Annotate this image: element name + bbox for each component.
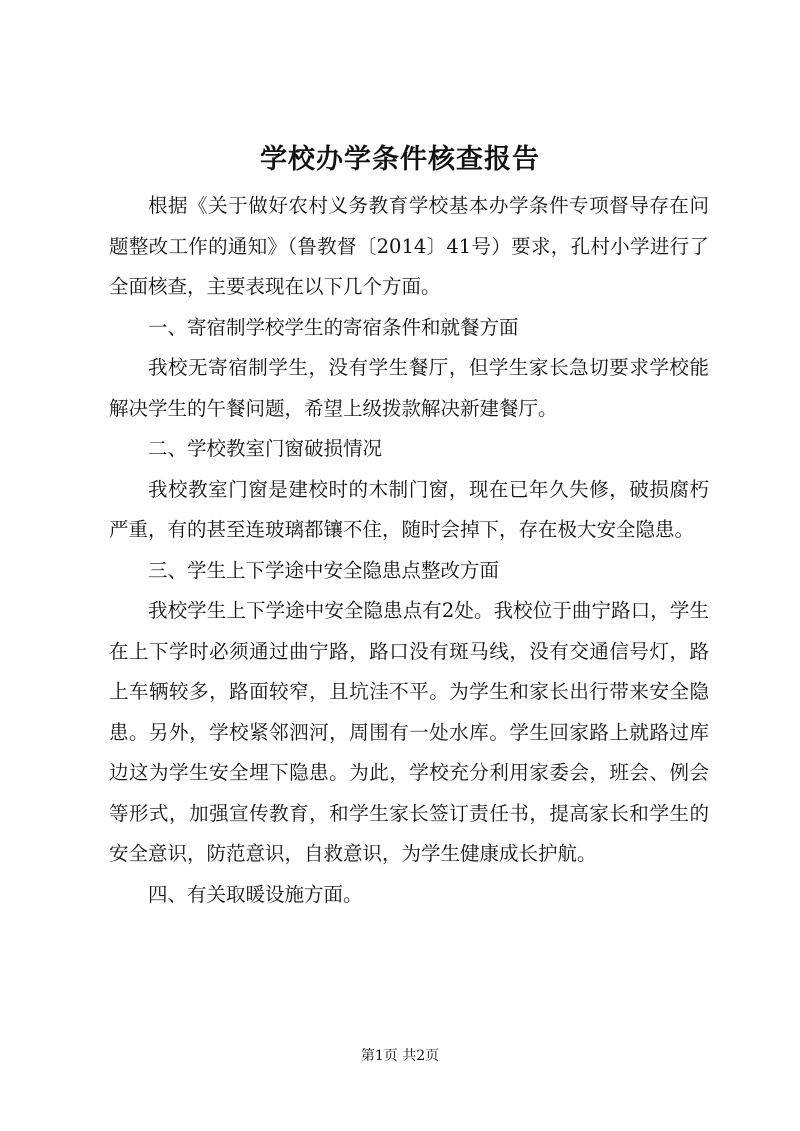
section-heading-2: 二、学校教室门窗破损情况: [148, 437, 383, 460]
page-footer: 第1页 共2页: [360, 1048, 440, 1064]
document-body: [109, 186, 709, 915]
paragraph-section-3: 我校学生上下学途中安全隐患点有2处。我校位于曲宁路口，学生在上下学时必须通过曲宁路，路口没有斑马线，没有交通信号灯，路上车辆较多，路面较窄，且坑洼不平。为学生和家长出行带来安全隐患。另外，学校紧邻泗河，周围有一处水库。学生回家路上就路过库边这为学生安全埋下隐患。为此，学校充分利用家委会，班会、例会等形式，加强宣传教育，和学生家长签订责任书，提高家长和学生的安全意识，防范意识，自救意识，为学生健康成长护航。: [109, 599, 709, 865]
paragraph-intro: 根据《关于做好农村义务教育学校基本办学条件专项督导存在问题整改工作的通知》（鲁教督〔2014〕41号）要求，孔村小学进行了全面核查，主要表现在以下几个方面。: [109, 194, 709, 298]
section-heading-3: 三、学生上下学途中安全隐患点整改方面: [148, 558, 500, 582]
section-heading-1: 一、寄宿制学校学生的寄宿条件和就餐方面: [148, 315, 519, 339]
section-heading-4: 四、有关取暖设施方面。: [148, 882, 363, 906]
paragraph-section-2: 我校教室门窗是建校时的木制门窗，现在已年久失修，破损腐朽严重，有的甚至连玻璃都镶不住，随时会掉下，存在极大安全隐患。: [109, 477, 709, 541]
document-title: 学校办学条件核查报告: [260, 144, 540, 175]
paragraph-section-1: 我校无寄宿制学生，没有学生餐厅，但学生家长急切要求学校能解决学生的午餐问题，希望上级拨款解决新建餐厅。: [109, 356, 709, 420]
